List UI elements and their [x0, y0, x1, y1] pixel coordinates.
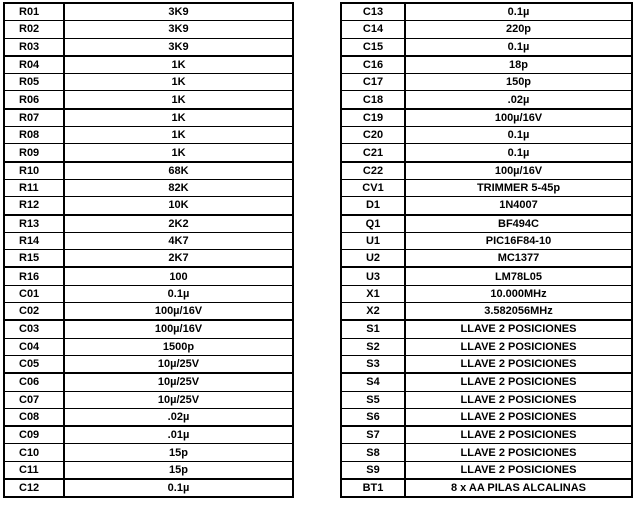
- component-value: 15p: [64, 444, 293, 461]
- component-value: 0.1µ: [405, 3, 632, 21]
- table-row: [4, 144, 293, 162]
- component-ref: S4: [341, 373, 405, 391]
- component-value: 4K7: [64, 232, 293, 249]
- component-value: 2K7: [64, 250, 293, 268]
- table-row: [341, 338, 632, 355]
- table-row: [341, 74, 632, 91]
- component-ref: R09: [4, 144, 64, 162]
- component-value: MC1377: [405, 250, 632, 268]
- component-value: 10.000MHz: [405, 285, 632, 302]
- component-ref: C05: [4, 355, 64, 373]
- table-row: [4, 444, 293, 461]
- component-value: LLAVE 2 POSICIONES: [405, 461, 632, 479]
- component-ref: C03: [4, 320, 64, 338]
- table-row: [4, 91, 293, 109]
- component-ref: S2: [341, 338, 405, 355]
- component-value: 0.1µ: [64, 285, 293, 302]
- table-row: [341, 56, 632, 74]
- table-row: [4, 179, 293, 196]
- table-row: [4, 391, 293, 408]
- table-row: [341, 461, 632, 479]
- table-row: [4, 267, 293, 285]
- component-ref: U1: [341, 232, 405, 249]
- component-value: 0.1µ: [167, 482, 190, 495]
- table-row: [341, 179, 632, 196]
- table-row: [4, 127, 293, 144]
- component-ref: C09: [4, 426, 64, 444]
- component-value: 18p: [405, 56, 632, 74]
- table-row: [341, 232, 632, 249]
- component-ref: C13: [341, 3, 405, 21]
- component-ref: C22: [341, 162, 405, 180]
- component-ref: C20: [341, 127, 405, 144]
- component-ref: D1: [341, 197, 405, 215]
- component-ref: BT1: [341, 479, 405, 497]
- table-row: [4, 303, 293, 321]
- table-row: [341, 3, 632, 21]
- table-row: [341, 444, 632, 461]
- table-row: [341, 38, 632, 56]
- component-ref: U2: [341, 250, 405, 268]
- table-row: [341, 303, 632, 321]
- component-ref: R05: [4, 74, 64, 91]
- component-ref: R07: [4, 109, 64, 127]
- component-value: 3K9: [64, 3, 293, 21]
- parts-table-left-body: [4, 3, 293, 497]
- component-ref: R16: [4, 267, 64, 285]
- table-row: [4, 21, 293, 38]
- component-ref: C21: [341, 144, 405, 162]
- component-ref: S1: [341, 320, 405, 338]
- component-ref: S9: [341, 461, 405, 479]
- component-ref: R02: [4, 21, 64, 38]
- table-row: [4, 479, 293, 497]
- table-row: [341, 91, 632, 109]
- table-row: [4, 56, 293, 74]
- component-value: 220p: [405, 21, 632, 38]
- component-ref: C15: [341, 38, 405, 56]
- component-value: 1K: [64, 144, 293, 162]
- table-row: [4, 109, 293, 127]
- component-ref: S5: [341, 391, 405, 408]
- table-row: [341, 285, 632, 302]
- parts-table-left: [3, 2, 294, 498]
- component-value: TRIMMER 5-45p: [405, 179, 632, 196]
- component-value: LLAVE 2 POSICIONES: [405, 426, 632, 444]
- component-ref: R15: [4, 250, 64, 268]
- component-ref: C17: [341, 74, 405, 91]
- component-value: 8 x AA PILAS ALCALINAS: [450, 482, 587, 495]
- table-row: [341, 267, 632, 285]
- component-value: 1K: [64, 127, 293, 144]
- component-ref: R13: [4, 215, 64, 233]
- component-value: BF494C: [405, 215, 632, 233]
- component-ref: C02: [4, 303, 64, 321]
- component-value: .02µ: [405, 91, 632, 109]
- component-value: LM78L05: [405, 267, 632, 285]
- table-row: [341, 355, 632, 373]
- component-ref: C11: [4, 461, 64, 479]
- component-value: 1N4007: [405, 197, 632, 215]
- component-value: 3.582056MHz: [405, 303, 632, 321]
- component-value: 82K: [64, 179, 293, 196]
- component-value: LLAVE 2 POSICIONES: [405, 391, 632, 408]
- component-value: LLAVE 2 POSICIONES: [405, 338, 632, 355]
- component-value: LLAVE 2 POSICIONES: [405, 444, 632, 461]
- component-value: 10µ/25V: [64, 373, 293, 391]
- component-ref: S8: [341, 444, 405, 461]
- table-row: [4, 461, 293, 479]
- component-ref: R11: [4, 179, 64, 196]
- component-value: 3K9: [64, 21, 293, 38]
- component-ref: C10: [4, 444, 64, 461]
- table-row: [4, 250, 293, 268]
- component-ref: R08: [4, 127, 64, 144]
- table-row: [341, 215, 632, 233]
- component-value: LLAVE 2 POSICIONES: [405, 373, 632, 391]
- component-value: LLAVE 2 POSICIONES: [405, 355, 632, 373]
- table-row: [341, 197, 632, 215]
- table-row: [341, 127, 632, 144]
- table-row: [4, 162, 293, 180]
- component-ref: U3: [341, 267, 405, 285]
- component-value: 15p: [64, 461, 293, 479]
- component-value: 100µ/16V: [405, 109, 632, 127]
- component-ref: C16: [341, 56, 405, 74]
- component-ref: C01: [4, 285, 64, 302]
- table-row: [4, 320, 293, 338]
- table-row: [4, 38, 293, 56]
- component-value: 100µ/16V: [64, 320, 293, 338]
- table-row: [4, 3, 293, 21]
- component-value: 1500p: [64, 338, 293, 355]
- component-ref: R06: [4, 91, 64, 109]
- component-value: 100µ/16V: [405, 162, 632, 180]
- table-row: [341, 373, 632, 391]
- component-ref: C04: [4, 338, 64, 355]
- component-value: 1K: [64, 91, 293, 109]
- component-ref: Q1: [341, 215, 405, 233]
- component-ref: C07: [4, 391, 64, 408]
- component-value: 1K: [64, 109, 293, 127]
- component-ref: R04: [4, 56, 64, 74]
- component-value: 3K9: [64, 38, 293, 56]
- component-value: 100µ/16V: [64, 303, 293, 321]
- table-row: [341, 479, 632, 497]
- component-value: .02µ: [64, 408, 293, 426]
- table-row: [4, 74, 293, 91]
- component-ref: S3: [341, 355, 405, 373]
- table-row: [4, 215, 293, 233]
- table-row: [341, 320, 632, 338]
- component-value: 0.1µ: [405, 38, 632, 56]
- table-row: [341, 391, 632, 408]
- component-ref: R01: [4, 3, 64, 21]
- component-value: 1K: [64, 74, 293, 91]
- component-value: 150p: [405, 74, 632, 91]
- table-row: [341, 144, 632, 162]
- component-value: 10K: [64, 197, 293, 215]
- component-ref: R03: [4, 38, 64, 56]
- component-ref: C18: [341, 91, 405, 109]
- table-row: [4, 197, 293, 215]
- component-ref: R14: [4, 232, 64, 249]
- parts-table-right: [340, 2, 633, 498]
- table-row: [4, 338, 293, 355]
- component-ref: C19: [341, 109, 405, 127]
- component-value: 0.1µ: [405, 144, 632, 162]
- table-row: [341, 250, 632, 268]
- parts-table-right-body: [341, 3, 632, 497]
- table-row: [4, 426, 293, 444]
- component-value: .01µ: [64, 426, 293, 444]
- table-row: [4, 355, 293, 373]
- component-value: 100: [64, 267, 293, 285]
- component-value: 68K: [64, 162, 293, 180]
- table-row: [4, 408, 293, 426]
- component-value: 2K2: [64, 215, 293, 233]
- component-ref: C08: [4, 408, 64, 426]
- component-value: LLAVE 2 POSICIONES: [405, 320, 632, 338]
- component-value: PIC16F84-10: [405, 232, 632, 249]
- component-value: 1K: [64, 56, 293, 74]
- component-ref: S7: [341, 426, 405, 444]
- table-row: [4, 285, 293, 302]
- table-row: [4, 232, 293, 249]
- component-ref: X2: [341, 303, 405, 321]
- component-ref: X1: [341, 285, 405, 302]
- component-ref: C06: [4, 373, 64, 391]
- component-ref: CV1: [341, 179, 405, 196]
- component-value: 10µ/25V: [64, 355, 293, 373]
- table-row: [4, 373, 293, 391]
- table-row: [341, 21, 632, 38]
- component-ref: S6: [341, 408, 405, 426]
- table-row: [341, 408, 632, 426]
- component-ref: R12: [4, 197, 64, 215]
- component-ref: R10: [4, 162, 64, 180]
- component-value: LLAVE 2 POSICIONES: [405, 408, 632, 426]
- component-value: 0.1µ: [405, 127, 632, 144]
- component-ref: C12: [4, 479, 64, 497]
- table-row: [341, 109, 632, 127]
- table-row: [341, 426, 632, 444]
- table-row: [341, 162, 632, 180]
- component-ref: C14: [341, 21, 405, 38]
- component-value: 10µ/25V: [64, 391, 293, 408]
